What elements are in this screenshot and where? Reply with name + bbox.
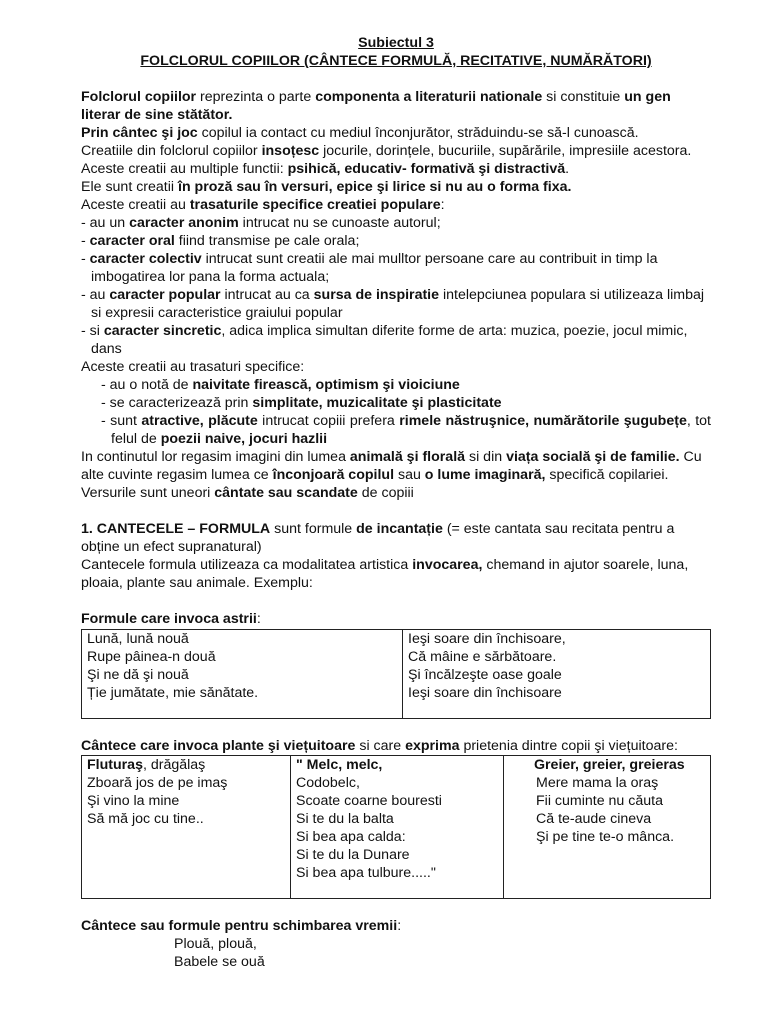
trait-popular: - au caracter popular intrucat au ca sursa de inspiratie intelepciunea populara si utilizeaza limbaj si expresii caracteristice graiului popular (81, 287, 705, 321)
astri-table (81, 629, 711, 719)
document-page (81, 34, 711, 971)
poem-line: Mere mama la oraş (536, 775, 659, 791)
astri-heading: Formule care invoca astrii: (81, 611, 261, 627)
section1-paragraph: Cantecele formula utilizeaza ca modalitatea artistica invocarea, chemand in ajutor soarele, luna, ploaia, plante sau animale. Exemplu: (81, 557, 689, 591)
intro-paragraph-2: Prin cântec şi joc copilul ia contact cu mediul înconjurător, străduindu-se să-l cunoască. (81, 125, 639, 141)
plante-heading: Cântece care invoca plante şi viețuitoare si care exprima prietenia dintre copii şi viețuitoare: (81, 738, 678, 754)
poem-line: Plouă, plouă, (174, 936, 257, 952)
fluturas-cell (82, 756, 291, 899)
poem-line: Si te du la Dunare (296, 847, 410, 863)
astri-left-cell (82, 630, 403, 719)
astri-right-cell (403, 630, 711, 719)
trait-colectiv: - caracter colectiv intrucat sunt creatii ale mai mulltor persoane care au contribuit in timp la imbogatirea lor pana la forma actuala; (81, 251, 658, 285)
poem-line: Si bea apa tulbure....." (296, 865, 436, 881)
poem-line: Şi vino la mine (87, 793, 180, 809)
poem-title: " Melc, melc, (296, 757, 383, 773)
intro-paragraph-9: Versurile sunt uneori cântate sau scandate de copiii (81, 485, 414, 501)
poem-line: Si bea apa calda: (296, 829, 406, 845)
specific-trait-3: - sunt atractive, plăcute intrucat copiii prefera rimele năstruşnice, numărătorile şugubețe, tot felul de poezii naive, jocuri hazlii (101, 413, 711, 447)
poem-line: Lună, lună nouă (87, 631, 189, 647)
subject-number: Subiectul 3 (358, 35, 434, 51)
vreme-heading: Cântece sau formule pentru schimbarea vremii: (81, 918, 402, 934)
poem-line: Şi încălzeşte oase goale (408, 667, 562, 683)
intro-paragraph-1: Folclorul copiilor reprezinta o parte componenta a literaturii nationale si constituie un gen literar de sine stătător. (81, 89, 671, 123)
poem-line: Zboară jos de pe imaş (87, 775, 228, 791)
intro-paragraph-3: Creatiile din folclorul copiilor insoțesc jocurile, dorințele, bucuriile, supărările, impresiile acestora. (81, 143, 692, 159)
poem-line: Că te-aude cineva (536, 811, 652, 827)
plante-table (81, 755, 711, 899)
trait-anonim: - au un caracter anonim intrucat nu se cunoaste autorul; (81, 215, 441, 231)
poem-line: Şi pe tine te-o mânca. (536, 829, 675, 845)
poem-line: Ție jumătate, mie sănătate. (87, 685, 259, 701)
poem-line: Codobelc, (296, 775, 360, 791)
trait-oral: - caracter oral fiind transmise pe cale orala; (81, 233, 360, 249)
poem-line: Ieşi soare din închisoare (408, 685, 562, 701)
poem-line: Şi ne dă şi nouă (87, 667, 189, 683)
poem-title: Greier, greier, greieras (534, 757, 685, 773)
melc-cell (291, 756, 504, 899)
poem-title: Fluturaş, drăgălaş (87, 757, 206, 773)
poem-line: Si te du la balta (296, 811, 394, 827)
poem-line: Ieşi soare din închisoare, (408, 631, 566, 647)
specific-trait-2: - se caracterizează prin simplitate, muzicalitate şi plasticitate (101, 395, 502, 411)
poem-line: Că mâine e sărbătoare. (408, 649, 557, 665)
section1-heading: 1. CANTECELE – FORMULA sunt formule de incantație (= este cantata sau recitata pentru a obține un efect supranatural) (81, 521, 675, 555)
poem-line: Rupe pâinea-n două (87, 649, 216, 665)
poem-line: Babele se ouă (174, 954, 265, 970)
page-title: FOLCLORUL COPIILOR (CÂNTECE FORMULĂ, RECITATIVE, NUMĂRĂTORI) (140, 53, 652, 69)
intro-paragraph-8: In continutul lor regasim imagini din lumea animală şi florală si din viața socială şi de familie. Cu alte cuvinte regasim lumea ce înconjoară copilul sau o lume imaginară, specifică copilariei. (81, 449, 702, 483)
intro-paragraph-5: Ele sunt creatii în proză sau în versuri, epice şi lirice si nu au o forma fixa. (81, 179, 572, 195)
poem-line: Scoate coarne bouresti (296, 793, 442, 809)
poem-line: Să mă joc cu tine.. (87, 811, 204, 827)
specific-trait-1: - au o notă de naivitate firească, optimism şi vioiciune (101, 377, 460, 393)
poem-line: Fii cuminte nu căuta (536, 793, 663, 809)
intro-paragraph-7: Aceste creatii au trasaturi specifice: (81, 359, 305, 375)
intro-paragraph-6: Aceste creatii au trasaturile specifice creatiei populare: (81, 197, 445, 213)
trait-sincretic: - si caracter sincretic, adica implica simultan diferite forme de arta: muzica, poezie, jocul mimic, dans (81, 323, 688, 357)
intro-paragraph-4: Aceste creatii au multiple functii: psihică, educativ- formativă şi distractivă. (81, 161, 570, 177)
greier-cell (504, 756, 711, 899)
